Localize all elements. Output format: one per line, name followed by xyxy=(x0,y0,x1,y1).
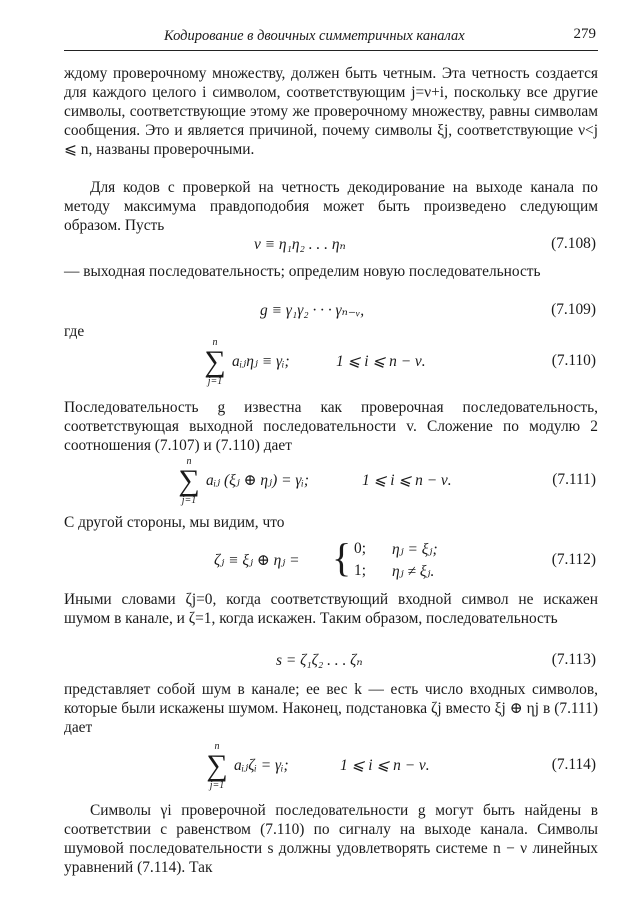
equation-number: (7.111) xyxy=(552,471,596,488)
equation-formula: aᵢⱼηⱼ ≡ γᵢ; xyxy=(232,353,290,370)
equation-condition: 1 ⩽ i ⩽ n − ν. xyxy=(336,353,426,370)
equation-7-114 xyxy=(64,741,598,791)
paragraph-8: представляет собой шум в канале; ее вес k — есть число входных символов, которые были искажены шумом. Наконец, подстановка ζj вместо ξj ⊕ ηj в (7.111) дает xyxy=(64,681,598,736)
case-1-condition: ηⱼ = ξⱼ; xyxy=(392,541,438,558)
equation-formula: g ≡ γ₁γ₂ · · · γₙ₋ᵥ, xyxy=(260,302,365,319)
equation-number: (7.112) xyxy=(551,551,596,568)
equation-7-112 xyxy=(64,535,598,584)
case-2-value: 1; xyxy=(354,562,366,579)
summation-sign: n ∑ j=1 xyxy=(178,456,200,506)
paragraph-4: где xyxy=(64,323,85,340)
page-number: 279 xyxy=(573,26,596,42)
equation-number: (7.114) xyxy=(551,756,596,773)
paragraph-5: Последовательность g известна как проверочная последовательность, соответствующая выходной последовательности v. Сложение по модулю 2 соотношения (7.107) и (7.110) дает xyxy=(64,399,598,454)
equation-7-109 xyxy=(64,301,598,325)
equation-7-108 xyxy=(64,235,598,259)
left-brace: { xyxy=(332,535,352,580)
equation-number: (7.110) xyxy=(551,352,596,369)
paragraph-1: ждому проверочному множеству, должен быть четным. Эта четность создается для каждого целого i символом, соответствующим j=ν+i, поскольку все другие символы, соответствующие этому же проверочному множеству, равны символам сообщения. Это и является причиной, почему символы ξj, соответствующие ν<j ⩽ n, названы проверочными. xyxy=(64,65,598,158)
paragraph-9: Символы γi проверочной последовательности g могут быть найдены в соответствии с равенством (7.110) по сигналу на выходе канала. Символы шумовой последовательности s должны удовлетворять системе n − ν линейных уравнений (7.114). Так xyxy=(64,802,598,876)
running-title: Кодирование в двоичных симметричных каналах xyxy=(164,28,465,44)
equation-formula: aᵢⱼζᵢ = γᵢ; xyxy=(234,757,289,774)
equation-formula: aᵢⱼ (ξⱼ ⊕ ηⱼ) = γᵢ; xyxy=(206,472,309,489)
paragraph-2: Для кодов с проверкой на четность декодирование на выходе канала по методу максимума правдоподобия может быть произведено следующим образом. Пусть xyxy=(64,179,598,234)
equation-7-113 xyxy=(64,651,598,675)
running-header xyxy=(64,26,598,51)
equation-7-110 xyxy=(64,337,598,387)
summation-sign: n ∑ j=1 xyxy=(206,741,228,791)
case-2-condition: ηⱼ ≠ ξⱼ. xyxy=(392,563,435,580)
equation-number: (7.109) xyxy=(551,301,596,318)
case-1-value: 0; xyxy=(354,540,366,557)
equation-formula: v ≡ η₁η₂ . . . ηₙ xyxy=(254,236,346,253)
paragraph-3: — выходная последовательность; определим новую последовательность xyxy=(64,263,541,280)
summation-sign: n ∑ j=1 xyxy=(204,337,226,387)
equation-number: (7.108) xyxy=(551,235,596,252)
equation-condition: 1 ⩽ i ⩽ n − ν. xyxy=(340,757,430,774)
equation-7-111 xyxy=(64,456,598,506)
equation-formula: s = ζ₁ζ₂ . . . ζₙ xyxy=(276,652,363,669)
paragraph-7: Иными словами ζj=0, когда соответствующий входной символ не искажен шумом в канале, и ζ=1, когда искажен. Таким образом, последовательность xyxy=(64,591,598,627)
equation-number: (7.113) xyxy=(551,651,596,668)
equation-condition: 1 ⩽ i ⩽ n − ν. xyxy=(362,472,452,489)
paragraph-6: С другой стороны, мы видим, что xyxy=(64,514,285,531)
equation-lhs: ζⱼ ≡ ξⱼ ⊕ ηⱼ = xyxy=(214,552,300,569)
